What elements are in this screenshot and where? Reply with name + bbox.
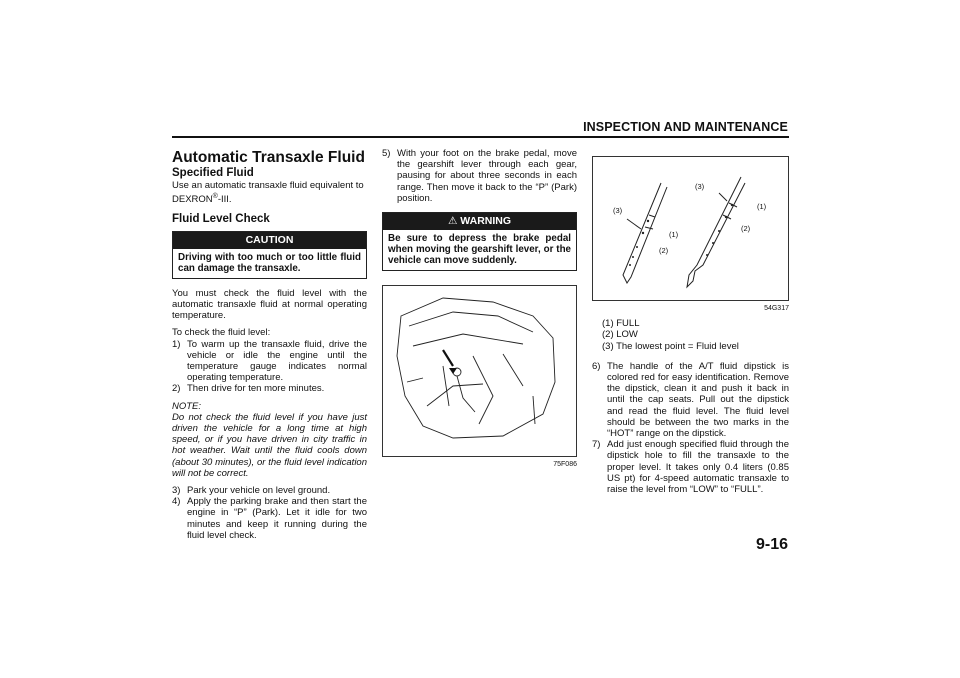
intro-text: You must check the fluid level with the automatic transaxle fluid at normal operating temperature.: [172, 287, 367, 322]
callout-1-left: (1): [669, 230, 679, 239]
steps-list-b: [172, 485, 367, 541]
callout-3-left: (3): [613, 206, 623, 215]
steps-list-c: [592, 361, 789, 495]
figure-code: 75F086: [553, 461, 577, 469]
caution-text: Driving with too much or too little fluid can damage the transaxle.: [178, 251, 361, 274]
note-label: NOTE:: [172, 400, 202, 412]
fluid-level-heading: Fluid Level Check: [172, 212, 270, 225]
dipstick-figure: [592, 156, 789, 301]
dipstick-illustration-icon: [593, 157, 788, 300]
specified-fluid-text: Use an automatic transaxle fluid equivalent to DEXRON®-III.: [172, 180, 364, 206]
column-3: [592, 148, 789, 495]
list-item: 6) The handle of the A/T fluid dipstick is colored red for easy identification. Remove the dipstick, clean it and push it back in until the cap seats. Pull out the dipstick and read the fluid level. The fluid level should be between the two marks in the “HOT” range on the dipstick.: [592, 360, 789, 440]
callout-2-left: (2): [659, 246, 669, 255]
callout-1-right: (1): [757, 202, 767, 211]
caution-box: [172, 231, 367, 279]
figure-code: 54G317: [764, 305, 789, 312]
steps-list-a: [172, 339, 367, 395]
callout-3-right: (3): [695, 182, 705, 191]
caution-title: CAUTION: [173, 232, 366, 249]
column-2: [382, 148, 577, 470]
warning-title: ⚠ WARNING: [383, 213, 576, 230]
warning-box: [382, 212, 577, 271]
to-check-text: To check the fluid level:: [172, 327, 271, 339]
legend-item: (3) The lowest point = Fluid level: [602, 340, 739, 352]
list-item: 3) Park your vehicle on level ground.: [172, 485, 331, 497]
specified-fluid-heading: Specified Fluid: [172, 167, 254, 179]
legend: [602, 318, 789, 352]
page-title: Automatic Transaxle Fluid: [172, 149, 365, 166]
column-1: [172, 148, 367, 541]
callout-2-right: (2): [741, 224, 751, 233]
warning-icon: ⚠: [447, 215, 461, 228]
note-text: Do not check the fluid level if you have just driven the vehicle for a long time at high speed, or if you have driven in city traffic in hot weather. Wait until the fluid cools down (about 30 minutes), or the fluid level indication will not be correct.: [172, 411, 367, 479]
transaxle-figure: [382, 285, 577, 457]
section-title: INSPECTION AND MAINTENANCE: [583, 120, 788, 134]
warning-text: Be sure to depress the brake pedal when moving the gearshift lever, or the vehicle can move suddenly.: [388, 233, 571, 267]
list-item: 1) To warm up the transaxle fluid, drive the vehicle or idle the engine until the temperature gauge indicates normal operating temperature.: [172, 338, 367, 384]
list-item: 5) With your foot on the brake pedal, move the gearshift lever through each gear, pausing for about three seconds in each range. Then move it back to the “P” (Park) position.: [382, 148, 577, 204]
page-number: 9-16: [755, 536, 788, 553]
header-rule: [172, 136, 789, 138]
list-item: 7) Add just enough specified fluid through the dipstick hole to fill the transaxle to the proper level. It takes only 0.4 liters (0.85 US pt) for 4-speed automatic transaxle to raise the level from “LOW” to “FULL”.: [592, 439, 789, 496]
list-item: 2) Then drive for ten more minutes.: [172, 383, 325, 395]
legend-item: (1) FULL: [602, 318, 640, 330]
list-item: 4) Apply the parking brake and then start the engine in “P” (Park). Let it idle for two minutes and keep it running during the fluid level check.: [172, 496, 367, 541]
legend-item: (2) LOW: [602, 329, 638, 341]
transaxle-illustration-icon: [383, 286, 576, 456]
